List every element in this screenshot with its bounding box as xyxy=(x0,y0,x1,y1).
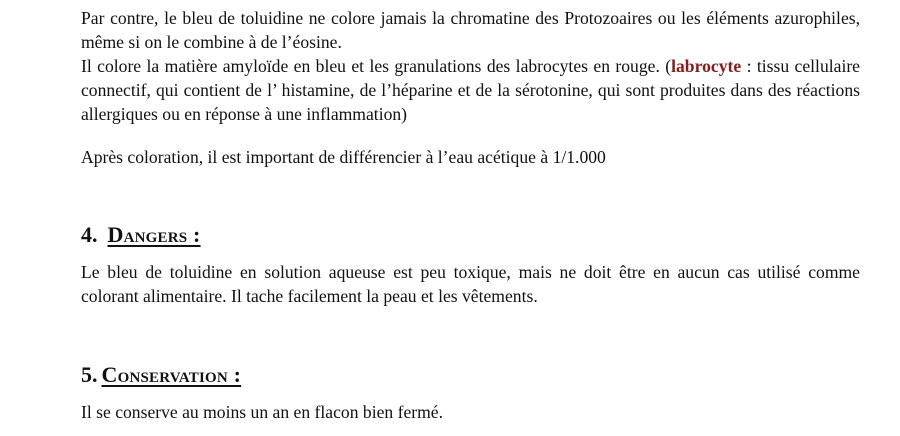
section-number-4: 4. xyxy=(81,222,98,247)
paragraph-toluidine-limits: Par contre, le bleu de toluidine ne colore jamais la chromatine des Protozoaires ou les éléments azurophiles, même si on le combine à de l’éosine. xyxy=(81,8,860,52)
section-heading-conservation xyxy=(81,361,860,389)
paragraph-amyloid-text-after: : tissu cellulaire connectif, qui contient de l’ histamine, de l’héparine et de la sérotonine, qui sont produites dans des réactions allergiques ou en réponse à une inflammation) xyxy=(81,56,860,124)
paragraph-conservation: Il se conserve au moins un an en flacon bien fermé. xyxy=(81,402,444,422)
section-heading-dangers xyxy=(81,221,860,249)
paragraph-differentiation: Après coloration, il est important de différencier à l’eau acétique à 1/1.000 xyxy=(81,147,606,167)
section-number-5: 5. xyxy=(81,362,98,387)
section-title-conservation: Conservation : xyxy=(101,362,242,387)
document-page xyxy=(81,6,860,424)
paragraph-amyloid-text-before: Il colore la matière amyloïde en bleu et les granulations des labrocytes en rouge. ( xyxy=(81,56,672,76)
section-title-dangers: Dangers : xyxy=(107,222,201,247)
paragraph-amyloid-staining xyxy=(81,54,860,126)
labrocyte-term: labrocyte xyxy=(671,56,742,76)
paragraph-dangers: Le bleu de toluidine en solution aqueuse est peu toxique, mais ne doit être en aucun cas utilisé comme colorant alimentaire. Il tache facilement la peau et les vêtements. xyxy=(81,262,860,306)
